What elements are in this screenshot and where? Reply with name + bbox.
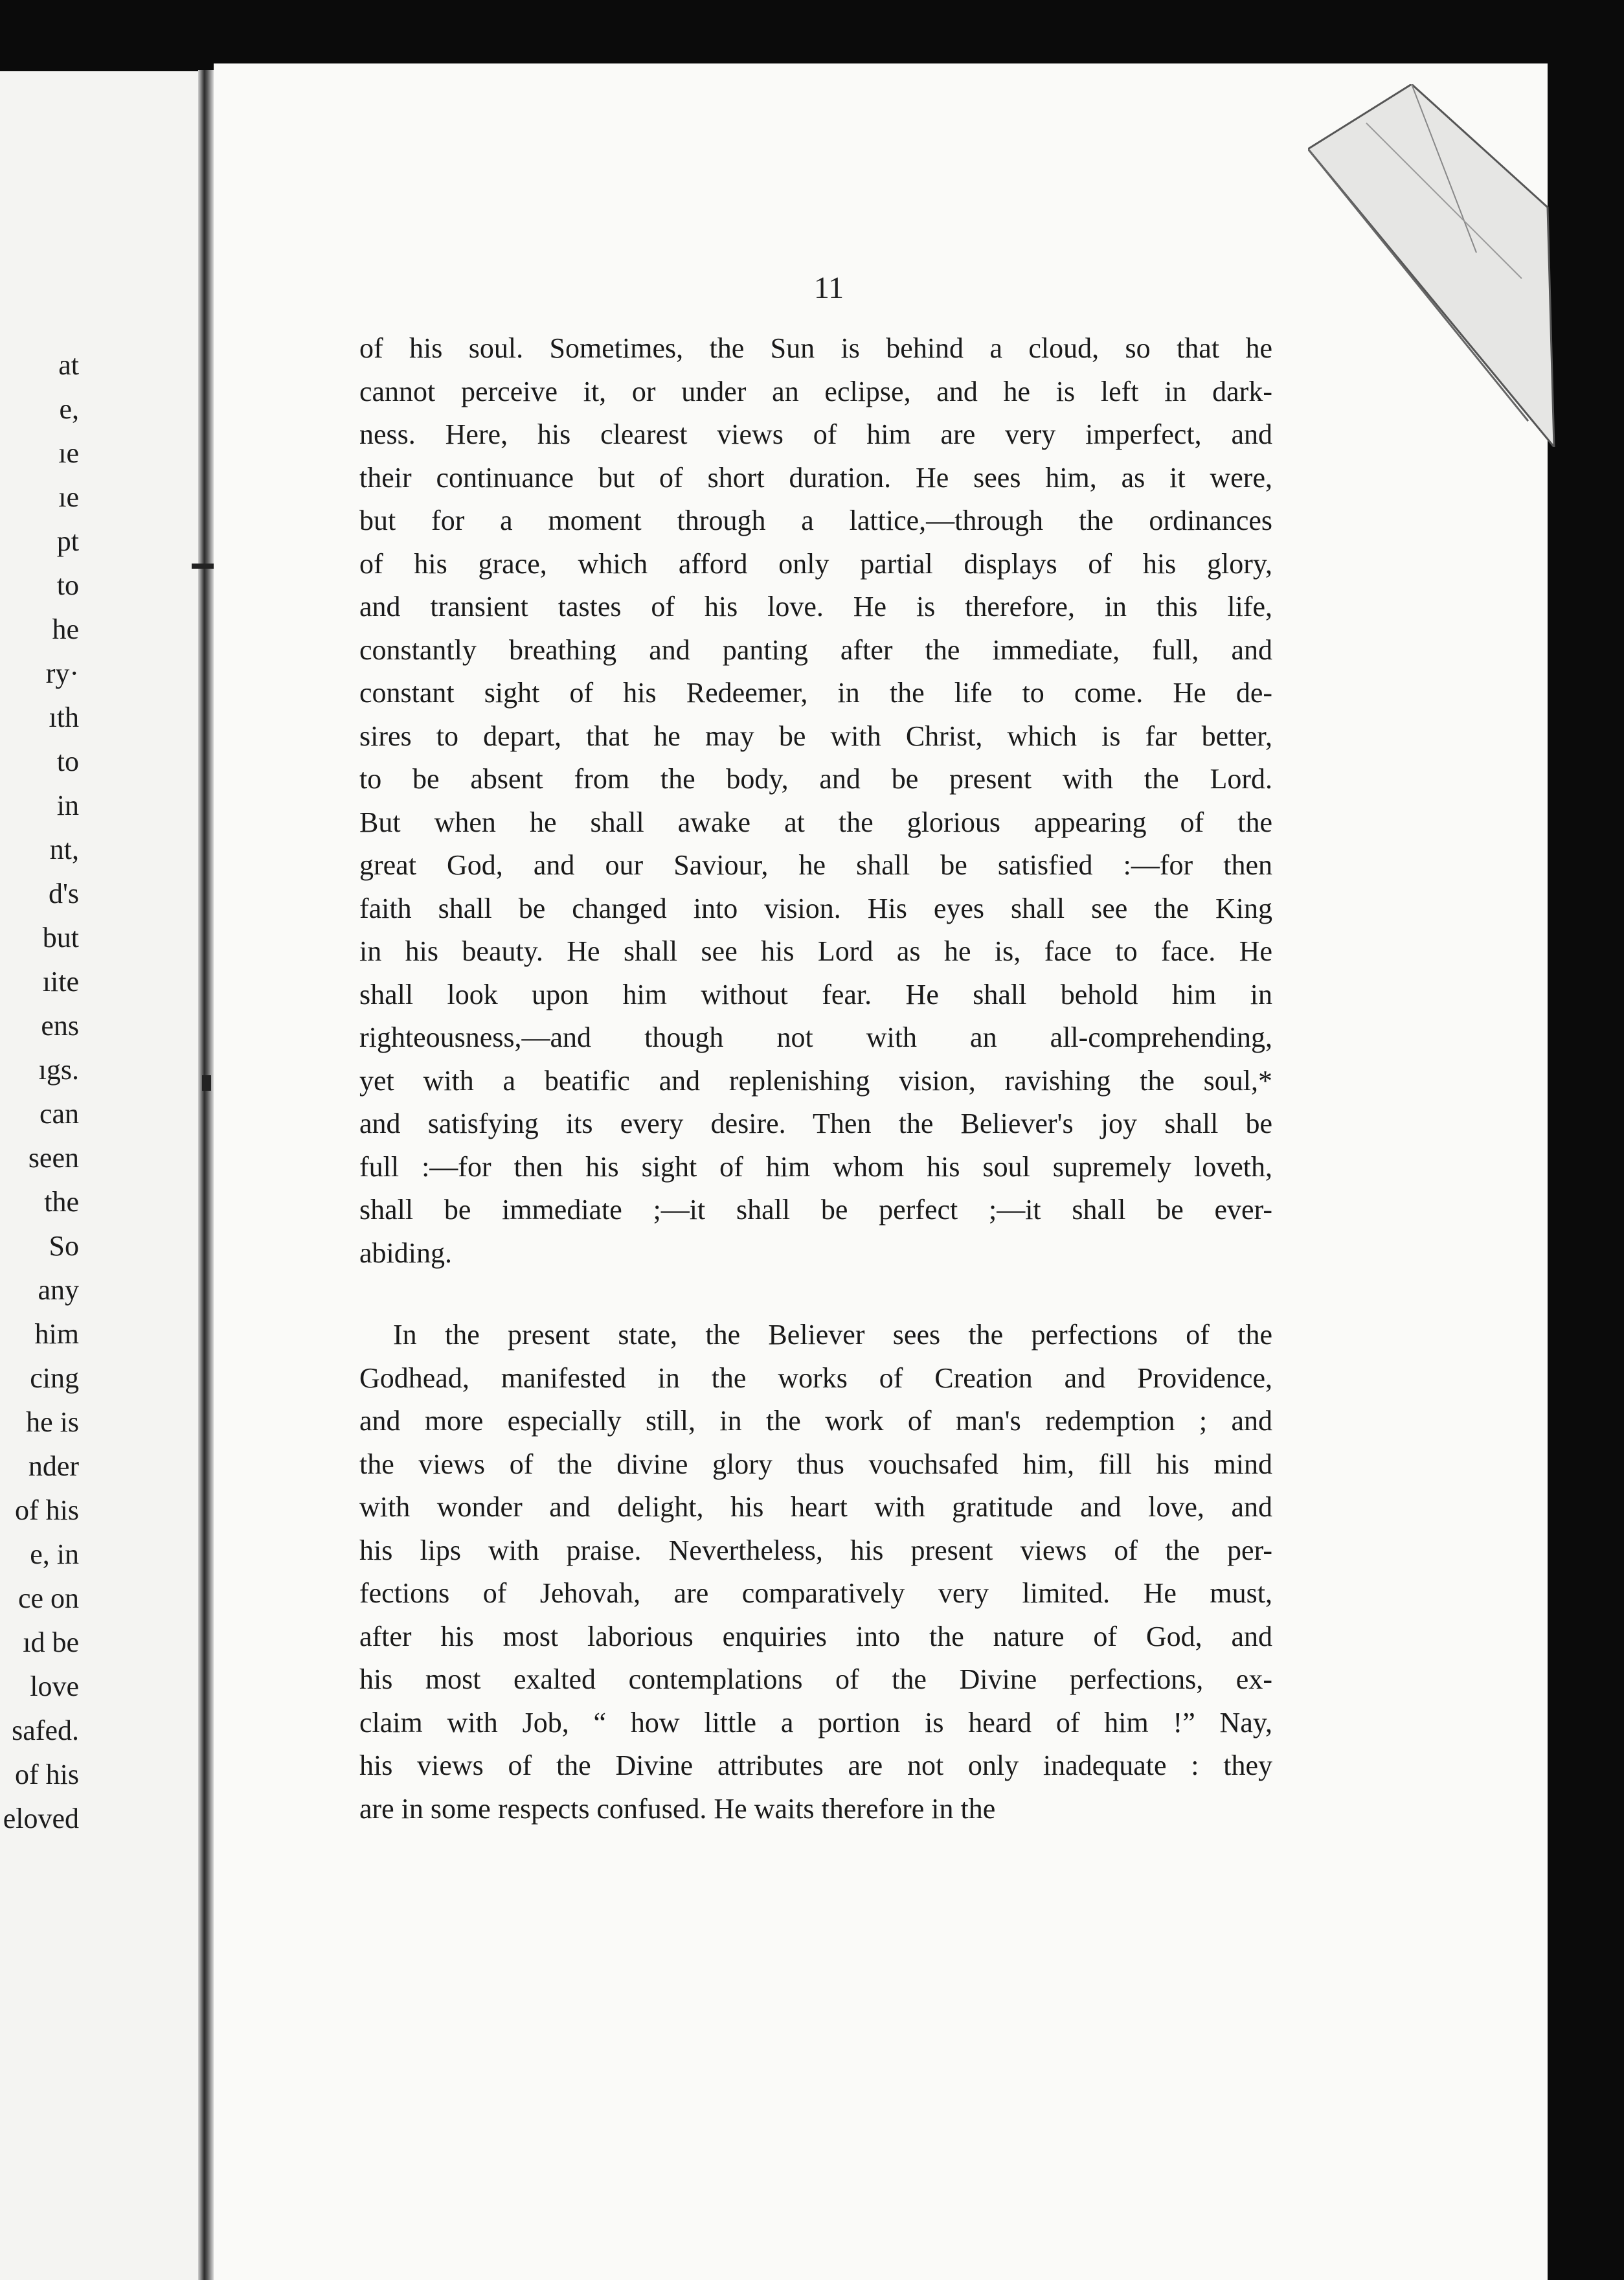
left-page-fragment: ıd be <box>23 1626 79 1658</box>
text-line: fections of Jehovah, are comparatively very limited. He must, <box>359 1577 1272 1609</box>
left-page-fragment: pt <box>56 525 79 557</box>
text-line: with wonder and delight, his heart with gratitude and love, and <box>359 1491 1272 1523</box>
text-line: but for a moment through a lattice,—through the ordinances <box>359 505 1272 536</box>
left-page-fragment: cing <box>30 1362 79 1394</box>
text-line: full :—for then his sight of him whom his soul supremely loveth, <box>359 1150 1272 1183</box>
body-text <box>359 327 1272 1830</box>
text-line: of his grace, which afford only partial displays of his glory, <box>359 547 1272 580</box>
text-line: their continuance but of short duration. He sees him, as it were, <box>359 461 1272 494</box>
text-line: are in some respects confused. He waits therefore in the <box>359 1792 996 1825</box>
left-page-fragment: love <box>30 1670 79 1702</box>
text-line: and satisfying its every desire. Then the Believer's joy shall be <box>359 1108 1272 1139</box>
left-page-fragment: of his <box>15 1494 79 1526</box>
left-page-fragment: but <box>42 922 79 953</box>
text-line: and transient tastes of his love. He is therefore, in this life, <box>359 591 1272 622</box>
left-page-fragment: at <box>58 349 79 381</box>
left-page-fragment: seen <box>28 1142 79 1174</box>
left-page-fragment: So <box>49 1230 79 1262</box>
text-line: great God, and our Saviour, he shall be satisfied :—for then <box>359 849 1272 881</box>
left-page-fragment: any <box>38 1274 79 1306</box>
left-page-fragment: e, in <box>30 1538 79 1570</box>
left-page-fragment: ıe <box>58 481 79 513</box>
left-page-fragment: to <box>56 569 79 601</box>
left-page-fragment: ıe <box>58 437 79 469</box>
text-line: yet with a beatific and replenishing vision, ravishing the soul,* <box>359 1064 1272 1097</box>
text-line: his views of the Divine attributes are not only inadequate : they <box>359 1750 1272 1781</box>
text-line: of his soul. Sometimes, the Sun is behind a cloud, so that he <box>359 332 1272 364</box>
text-line: the views of the divine glory thus vouchsafed him, fill his mind <box>359 1448 1272 1480</box>
left-page-fragment: him <box>34 1318 79 1350</box>
text-line: cannot perceive it, or under an eclipse, and he is left in dark- <box>359 375 1272 407</box>
paragraph <box>359 1314 1272 1830</box>
text-line: constant sight of his Redeemer, in the life to come. He de- <box>359 677 1272 709</box>
left-page-fragment: the <box>44 1186 79 1218</box>
left-page-fragment: ce on <box>17 1582 79 1614</box>
left-page-text-fragments <box>0 343 79 1841</box>
text-line: claim with Job, “ how little a portion is heard of him !” Nay, <box>359 1706 1272 1738</box>
text-line: abiding. <box>359 1237 452 1269</box>
text-line: shall be immediate ;—it shall be perfect ;—it shall be ever- <box>359 1194 1272 1226</box>
left-page-fragment: to <box>56 746 79 777</box>
paragraph <box>359 327 1272 1275</box>
text-line: In the present state, the Believer sees the perfections of the <box>393 1319 1272 1351</box>
left-page-fragment: he is <box>26 1406 79 1438</box>
left-facing-page <box>0 71 202 2280</box>
text-line: shall look upon him without fear. He shall behold him in <box>359 978 1272 1010</box>
book-gutter <box>198 70 214 2280</box>
text-line: righteousness,—and though not with an all-comprehending, <box>359 1021 1272 1053</box>
left-page-fragment: nder <box>28 1450 79 1482</box>
left-page-fragment: he <box>52 613 79 645</box>
left-page-fragment: can <box>39 1098 79 1130</box>
left-page-fragment: ıth <box>49 701 79 733</box>
text-line: faith shall be changed into vision. His eyes shall see the King <box>359 892 1272 924</box>
text-line: after his most laborious enquiries into the nature of God, and <box>359 1620 1272 1652</box>
text-line: sires to depart, that he may be with Christ, which is far better, <box>359 720 1272 752</box>
left-page-fragment: ry· <box>45 657 79 689</box>
text-line: his most exalted contemplations of the Divine perfections, ex- <box>359 1663 1272 1695</box>
folded-page-corner <box>1308 84 1567 447</box>
text-line: to be absent from the body, and be present with the Lord. <box>359 763 1272 795</box>
text-line: and more especially still, in the work of man's redemption ; and <box>359 1405 1272 1437</box>
text-line: Godhead, manifested in the works of Creation and Providence, <box>359 1362 1272 1394</box>
text-line: in his beauty. He shall see his Lord as he is, face to face. He <box>359 935 1272 967</box>
left-page-fragment: of his <box>15 1759 79 1790</box>
left-page-fragment: nt, <box>49 834 79 865</box>
stitch-mark <box>202 1075 211 1091</box>
left-page-fragment: e, <box>59 393 79 425</box>
text-line: But when he shall awake at the glorious appearing of the <box>359 806 1272 838</box>
left-page-fragment: in <box>56 790 79 821</box>
text-line: ness. Here, his clearest views of him are very imperfect, and <box>359 418 1272 450</box>
text-line: constantly breathing and panting after the immediate, full, and <box>359 633 1272 666</box>
left-page-fragment: d's <box>48 878 79 909</box>
left-page-fragment: ıite <box>42 966 79 998</box>
left-page-fragment: ıgs. <box>38 1054 79 1086</box>
left-page-fragment: safed. <box>12 1715 79 1746</box>
left-page-fragment: ens <box>41 1010 79 1042</box>
text-line: his lips with praise. Nevertheless, his present views of the per- <box>359 1534 1272 1566</box>
left-page-fragment: eloved <box>3 1803 79 1834</box>
page-number: 11 <box>813 271 844 305</box>
